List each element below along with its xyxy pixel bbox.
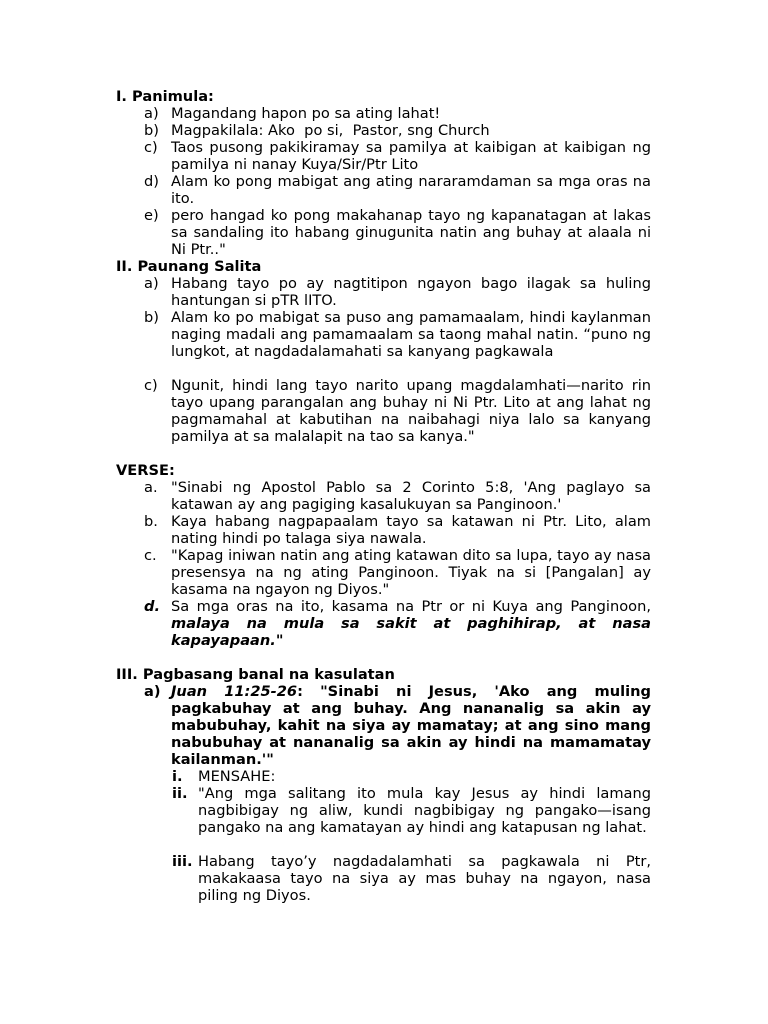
scripture-reference: Juan 11:25-26 <box>171 683 298 700</box>
list-marker: e) <box>144 207 159 224</box>
list-marker: a) <box>144 683 161 700</box>
list-marker: a. <box>144 479 158 496</box>
section-heading-verse: VERSE: <box>116 462 175 479</box>
sub-list-marker: ii. <box>172 785 188 802</box>
list-item-text: "Sinabi ng Apostol Pablo sa 2 Corinto 5:8, 'Ang paglayo sa katawan ay ang pagiging kasalukuyan sa Panginoon.' <box>171 479 651 513</box>
scripture-colon: : <box>297 683 321 700</box>
list-item-text: Alam ko po mabigat sa puso ang pamamaalam, hindi kaylanman naging madali ang pamamaalam sa taong mahal natin. “puno ng lungkot, at nagdadalamahati sa kanyang pagkawala <box>171 309 651 360</box>
list-marker: d. <box>144 598 160 615</box>
list-item-text: Ngunit, hindi lang tayo narito upang magdalamhati—narito rin tayo upang parangalan ang buhay ni Ni Ptr. Lito at ang lahat ng pagmamahal at kabutihan na naibahagi niya lalo sa kanyang pamilya at sa malalapit na tao sa kanya." <box>171 377 651 445</box>
verse-text-end: " <box>275 632 284 649</box>
list-item-text: "Kapag iniwan natin ang ating katawan dito sa lupa, tayo ay nasa presensya na ng ating Panginoon. Tiyak na si [Pangalan] ay kasama na ngayon ng Diyos." <box>171 547 652 598</box>
list-marker: b. <box>144 513 158 530</box>
sub-list-marker: i. <box>172 768 183 785</box>
sub-list-marker: iii. <box>172 853 193 870</box>
list-item-text <box>171 598 651 649</box>
list-marker: c) <box>144 139 158 156</box>
list-marker: a) <box>144 275 159 292</box>
sub-list-text: "Ang mga salitang ito mula kay Jesus ay hindi lamang nagbibigay ng aliw, kundi nagbibigay ng pangako—isang pangako na ang kamatayan ay hindi ang katapusan ng lahat. <box>198 785 651 836</box>
scripture-quote: "Sinabi ni Jesus, 'Ako ang muling pagkabuhay at ang buhay. Ang nananalig sa akin ay mabubuhay, kahit na siya ay mamatay; at ang sino mang nabubuhay at nananalig sa akin ay hindi na mamamatay kailanman.'" <box>171 683 651 768</box>
sub-list-text: Habang tayo’y nagdadalamhati sa pagkawala ni Ptr, makakaasa tayo na siya ay mas buhay na ngayon, nasa piling ng Diyos. <box>198 853 651 904</box>
list-item-text: Habang tayo po ay nagtitipon ngayon bago ilagak sa huling hantungan si pTR lITO. <box>171 275 651 309</box>
list-marker: a) <box>144 105 159 122</box>
verse-text-emphasis: malaya na mula sa sakit at paghihirap, at nasa kapayapaan. <box>171 615 651 649</box>
list-item-text: Alam ko pong mabigat ang ating nararamdaman sa mga oras na ito. <box>171 173 651 207</box>
section-heading-panimula: I. Panimula: <box>116 88 214 105</box>
list-marker: b) <box>144 309 159 326</box>
list-marker: b) <box>144 122 159 139</box>
list-item-text: pero hangad ko pong makahanap tayo ng kapanatagan at lakas sa sandaling ito habang ginugunita natin ang buhay at alaala ni Ni Ptr.." <box>171 207 651 258</box>
list-item-text: Magandang hapon po sa ating lahat! <box>171 105 441 122</box>
list-item-text: Magpakilala: Ako po si, Pastor, sng Church <box>171 122 490 139</box>
list-marker: c. <box>144 547 157 564</box>
list-marker: d) <box>144 173 159 190</box>
section-heading-pagbasa: III. Pagbasang banal na kasulatan <box>116 666 395 683</box>
section-heading-paunang-salita: II. Paunang Salita <box>116 258 262 275</box>
list-marker: c) <box>144 377 158 394</box>
list-item-text: Taos pusong pakikiramay sa pamilya at kaibigan at kaibigan ng pamilya ni nanay Kuya/Sir/Ptr Lito <box>171 139 651 173</box>
scripture-text <box>171 683 651 768</box>
verse-text-plain: Sa mga oras na ito, kasama na Ptr or ni Kuya ang Panginoon, <box>171 598 651 615</box>
sub-list-text: MENSAHE: <box>198 768 276 785</box>
list-item-text: Kaya habang nagpapaalam tayo sa katawan ni Ptr. Lito, alam nating hindi po talaga siya nawala. <box>171 513 651 547</box>
